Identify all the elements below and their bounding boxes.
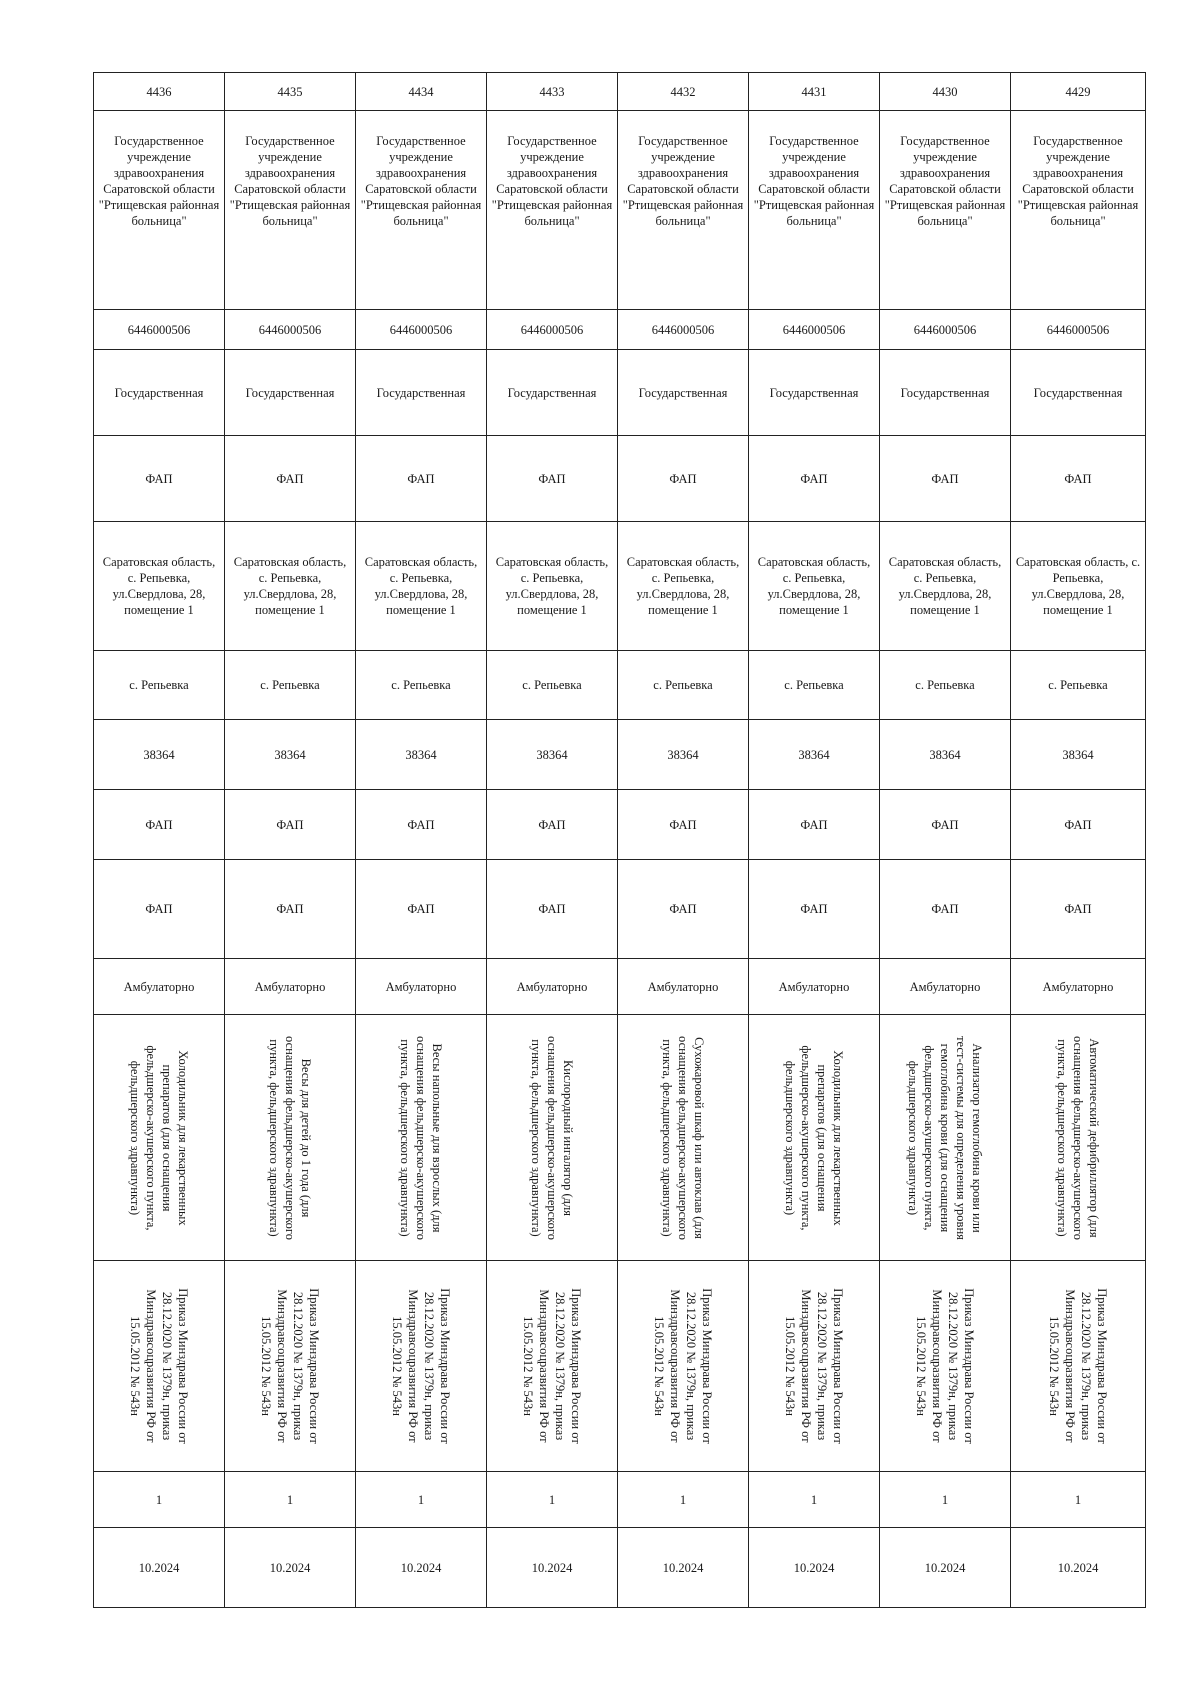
cell-code: 38364 (618, 720, 749, 790)
cell-care-form: Амбулаторно (487, 959, 618, 1015)
cell-subunit: ФАП (94, 860, 225, 959)
cell-quantity: 1 (1011, 1472, 1146, 1528)
cell-organization: Государственное учреждение здравоохранения Саратовской области "Ртищевская районная больница" (1011, 111, 1146, 310)
cell-locality: с. Репьевка (94, 651, 225, 720)
cell-facility-type: ФАП (225, 436, 356, 522)
row-order (94, 1261, 1146, 1472)
cell-subunit: ФАП (1011, 860, 1146, 959)
row-locality (94, 651, 1146, 720)
row-inn (94, 310, 1146, 350)
cell-ownership: Государственная (487, 350, 618, 436)
order-text: Приказ Минздрава России от 28.12.2020 № 1379н, приказ Минздравсоцразвития РФ от 15.05.2012 № 543н (259, 1288, 321, 1444)
cell-unit: ФАП (487, 790, 618, 860)
cell-date: 10.2024 (749, 1528, 880, 1608)
cell-code: 38364 (356, 720, 487, 790)
cell-record-id: 4431 (749, 73, 880, 111)
cell-date: 10.2024 (487, 1528, 618, 1608)
cell-organization: Государственное учреждение здравоохранения Саратовской области "Ртищевская районная больница" (94, 111, 225, 310)
cell-facility-type: ФАП (880, 436, 1011, 522)
cell-address: Саратовская область, с. Репьевка, ул.Свердлова, 28, помещение 1 (356, 522, 487, 651)
cell-inn: 6446000506 (356, 310, 487, 350)
cell-order (356, 1261, 487, 1472)
cell-inn: 6446000506 (487, 310, 618, 350)
cell-date: 10.2024 (618, 1528, 749, 1608)
cell-equipment (356, 1015, 487, 1261)
order-text: Приказ Минздрава России от 28.12.2020 № 1379н, приказ Минздравсоцразвития РФ от 15.05.2012 № 543н (652, 1288, 714, 1444)
order-text: Приказ Минздрава России от 28.12.2020 № 1379н, приказ Минздравсоцразвития РФ от 15.05.2012 № 543н (128, 1288, 190, 1444)
cell-locality: с. Репьевка (1011, 651, 1146, 720)
equipment-text: Холодильник для лекарственных препаратов (для оснащения фельдшерско-акушерского пункта, фельдшерского здравпункта) (128, 1044, 190, 1231)
cell-unit: ФАП (94, 790, 225, 860)
cell-unit: ФАП (749, 790, 880, 860)
row-address (94, 522, 1146, 651)
cell-equipment (1011, 1015, 1146, 1261)
cell-code: 38364 (749, 720, 880, 790)
cell-ownership: Государственная (880, 350, 1011, 436)
cell-unit: ФАП (1011, 790, 1146, 860)
cell-code: 38364 (487, 720, 618, 790)
cell-order (487, 1261, 618, 1472)
cell-record-id: 4433 (487, 73, 618, 111)
cell-subunit: ФАП (749, 860, 880, 959)
cell-order (225, 1261, 356, 1472)
cell-date: 10.2024 (880, 1528, 1011, 1608)
cell-address: Саратовская область, с. Репьевка, ул.Свердлова, 28, помещение 1 (749, 522, 880, 651)
cell-subunit: ФАП (356, 860, 487, 959)
cell-address: Саратовская область, с. Репьевка, ул.Свердлова, 28, помещение 1 (1011, 522, 1146, 651)
order-text: Приказ Минздрава России от 28.12.2020 № 1379н, приказ Минздравсоцразвития РФ от 15.05.2012 № 543н (390, 1288, 452, 1444)
cell-care-form: Амбулаторно (618, 959, 749, 1015)
cell-ownership: Государственная (94, 350, 225, 436)
cell-equipment (749, 1015, 880, 1261)
cell-care-form: Амбулаторно (749, 959, 880, 1015)
cell-order (880, 1261, 1011, 1472)
cell-subunit: ФАП (618, 860, 749, 959)
cell-unit: ФАП (225, 790, 356, 860)
equipment-text: Анализатор гемоглобина крови или тест-системы для определения уровня гемоглобина крови (для оснащения фельдшерско-акушерского пункта, фельдшерского здравпункта) (906, 1035, 984, 1240)
cell-code: 38364 (1011, 720, 1146, 790)
cell-subunit: ФАП (880, 860, 1011, 959)
cell-order (1011, 1261, 1146, 1472)
cell-equipment (225, 1015, 356, 1261)
cell-organization: Государственное учреждение здравоохранения Саратовской области "Ртищевская районная больница" (356, 111, 487, 310)
cell-quantity: 1 (880, 1472, 1011, 1528)
cell-facility-type: ФАП (1011, 436, 1146, 522)
cell-date: 10.2024 (356, 1528, 487, 1608)
cell-facility-type: ФАП (487, 436, 618, 522)
cell-inn: 6446000506 (618, 310, 749, 350)
cell-record-id: 4432 (618, 73, 749, 111)
cell-record-id: 4430 (880, 73, 1011, 111)
cell-organization: Государственное учреждение здравоохранения Саратовской области "Ртищевская районная больница" (225, 111, 356, 310)
row-date (94, 1528, 1146, 1608)
cell-locality: с. Репьевка (356, 651, 487, 720)
cell-record-id: 4434 (356, 73, 487, 111)
cell-code: 38364 (880, 720, 1011, 790)
equipment-text: Сухожаровой шкаф или автоклав (для оснащения фельдшерско-акушерского пункта, фельдшерского здравпункта) (660, 1035, 706, 1240)
cell-locality: с. Репьевка (225, 651, 356, 720)
cell-facility-type: ФАП (618, 436, 749, 522)
cell-record-id: 4429 (1011, 73, 1146, 111)
cell-organization: Государственное учреждение здравоохранения Саратовской области "Ртищевская районная больница" (487, 111, 618, 310)
order-text: Приказ Минздрава России от 28.12.2020 № 1379н, приказ Минздравсоцразвития РФ от 15.05.2012 № 543н (914, 1288, 976, 1444)
cell-ownership: Государственная (618, 350, 749, 436)
cell-quantity: 1 (225, 1472, 356, 1528)
cell-inn: 6446000506 (94, 310, 225, 350)
cell-care-form: Амбулаторно (225, 959, 356, 1015)
cell-code: 38364 (94, 720, 225, 790)
cell-unit: ФАП (618, 790, 749, 860)
cell-locality: с. Репьевка (618, 651, 749, 720)
cell-quantity: 1 (356, 1472, 487, 1528)
cell-facility-type: ФАП (94, 436, 225, 522)
cell-quantity: 1 (749, 1472, 880, 1528)
cell-quantity: 1 (618, 1472, 749, 1528)
row-facility-type (94, 436, 1146, 522)
cell-equipment (618, 1015, 749, 1261)
equipment-text: Автоматический дефибриллятор (для оснащения фельдшерско-акушерского пункта, фельдшерского здравпункта) (1055, 1035, 1101, 1240)
cell-equipment (487, 1015, 618, 1261)
cell-date: 10.2024 (1011, 1528, 1146, 1608)
cell-care-form: Амбулаторно (880, 959, 1011, 1015)
cell-facility-type: ФАП (749, 436, 880, 522)
cell-inn: 6446000506 (749, 310, 880, 350)
cell-care-form: Амбулаторно (94, 959, 225, 1015)
cell-unit: ФАП (880, 790, 1011, 860)
cell-ownership: Государственная (225, 350, 356, 436)
row-ownership (94, 350, 1146, 436)
cell-address: Саратовская область, с. Репьевка, ул.Свердлова, 28, помещение 1 (618, 522, 749, 651)
cell-locality: с. Репьевка (749, 651, 880, 720)
cell-ownership: Государственная (1011, 350, 1146, 436)
row-organization (94, 111, 1146, 310)
equipment-text: Весы для детей до 1 года (для оснащения фельдшерско-акушерского пункта, фельдшерского здравпункта) (267, 1035, 313, 1240)
cell-inn: 6446000506 (880, 310, 1011, 350)
cell-care-form: Амбулаторно (1011, 959, 1146, 1015)
row-record-id (94, 73, 1146, 111)
order-text: Приказ Минздрава России от 28.12.2020 № 1379н, приказ Минздравсоцразвития РФ от 15.05.2012 № 543н (783, 1288, 845, 1444)
cell-address: Саратовская область, с. Репьевка, ул.Свердлова, 28, помещение 1 (487, 522, 618, 651)
cell-address: Саратовская область, с. Репьевка, ул.Свердлова, 28, помещение 1 (225, 522, 356, 651)
equipment-text: Весы напольные для взрослых (для оснащения фельдшерско-акушерского пункта, фельдшерского здравпункта) (398, 1035, 444, 1240)
cell-unit: ФАП (356, 790, 487, 860)
cell-order (749, 1261, 880, 1472)
cell-locality: с. Репьевка (880, 651, 1011, 720)
cell-address: Саратовская область, с. Репьевка, ул.Свердлова, 28, помещение 1 (94, 522, 225, 651)
cell-equipment (880, 1015, 1011, 1261)
equipment-text: Холодильник для лекарственных препаратов (для оснащения фельдшерско-акушерского пункта, фельдшерского здравпункта) (783, 1044, 845, 1231)
cell-inn: 6446000506 (225, 310, 356, 350)
row-care-form (94, 959, 1146, 1015)
cell-date: 10.2024 (94, 1528, 225, 1608)
cell-order (618, 1261, 749, 1472)
cell-organization: Государственное учреждение здравоохранения Саратовской области "Ртищевская районная больница" (749, 111, 880, 310)
cell-subunit: ФАП (225, 860, 356, 959)
cell-order (94, 1261, 225, 1472)
row-equipment (94, 1015, 1146, 1261)
row-quantity (94, 1472, 1146, 1528)
cell-facility-type: ФАП (356, 436, 487, 522)
cell-equipment (94, 1015, 225, 1261)
cell-subunit: ФАП (487, 860, 618, 959)
equipment-registry-table (93, 72, 1146, 1608)
equipment-text: Кислородный ингалятор (для оснащения фельдшерско-акушерского пункта, фельдшерского здравпункта) (529, 1035, 575, 1240)
row-unit (94, 790, 1146, 860)
order-text: Приказ Минздрава России от 28.12.2020 № 1379н, приказ Минздравсоцразвития РФ от 15.05.2012 № 543н (521, 1288, 583, 1444)
cell-quantity: 1 (94, 1472, 225, 1528)
cell-organization: Государственное учреждение здравоохранения Саратовской области "Ртищевская районная больница" (618, 111, 749, 310)
cell-care-form: Амбулаторно (356, 959, 487, 1015)
cell-record-id: 4436 (94, 73, 225, 111)
row-subunit (94, 860, 1146, 959)
cell-inn: 6446000506 (1011, 310, 1146, 350)
row-code (94, 720, 1146, 790)
cell-code: 38364 (225, 720, 356, 790)
cell-ownership: Государственная (356, 350, 487, 436)
cell-ownership: Государственная (749, 350, 880, 436)
cell-locality: с. Репьевка (487, 651, 618, 720)
cell-organization: Государственное учреждение здравоохранения Саратовской области "Ртищевская районная больница" (880, 111, 1011, 310)
cell-date: 10.2024 (225, 1528, 356, 1608)
cell-record-id: 4435 (225, 73, 356, 111)
cell-address: Саратовская область, с. Репьевка, ул.Свердлова, 28, помещение 1 (880, 522, 1011, 651)
order-text: Приказ Минздрава России от 28.12.2020 № 1379н, приказ Минздравсоцразвития РФ от 15.05.2012 № 543н (1047, 1288, 1109, 1444)
cell-quantity: 1 (487, 1472, 618, 1528)
